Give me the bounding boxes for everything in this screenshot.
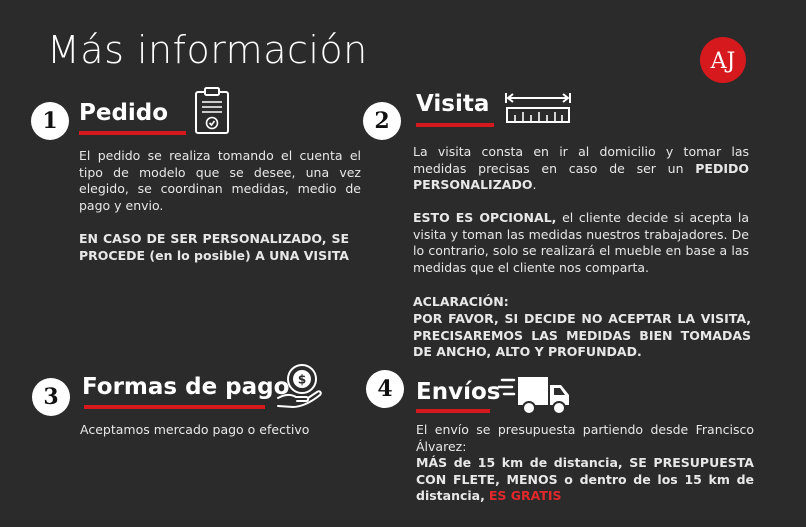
section-number-1: 1 [31,102,69,140]
hand-coin-icon [275,362,325,410]
delivery-truck-icon [498,374,572,418]
logo-text: AJ [710,49,736,74]
section-number-2: 2 [363,102,401,140]
visita-text-start: La visita consta en ir al domicilio y tomar las medidas precisas en caso de ser un [413,144,749,176]
heading-underline [84,405,265,409]
envios-free-label: ES GRATIS [488,488,562,503]
visita-text-bold: PEDIDO PERSONALIZADO [413,160,749,192]
visita-text-end: . [532,177,537,192]
section-number-4: 4 [366,370,404,408]
visita-clarification-label: ACLARACIÓN: [413,294,509,309]
section-heading-formas-de-pago: Formas de pago [82,374,290,400]
page-title: Más información [47,28,368,72]
svg-text:$: $ [297,372,307,387]
heading-underline [416,409,490,413]
heading-underline [79,131,186,135]
clipboard-check-icon [193,86,231,136]
section-number-3: 3 [32,378,70,416]
section-heading-pedido: Pedido [79,100,169,126]
heading-underline [416,123,494,127]
visita-optional-bold: ESTO ES OPCIONAL, [413,210,557,225]
visita-description [413,144,749,194]
section-heading-envios: Envíos [416,379,501,405]
visita-optional-text: el cliente decide si acepta la visita y toman las medidas nuestros trabajadores. De lo contrario, solo se realizará el mueble en base a las medidas que el cliente nos comparta. [413,210,749,275]
pago-description: Aceptamos mercado pago o efectivo [80,422,310,437]
pedido-description: El pedido se realiza tomando el cuenta el tipo de modelo que se desee, una vez elegido, se coordinan medidas, medio de pago y envio. [79,148,361,213]
section-heading-visita: Visita [416,91,490,117]
aj-logo [692,36,754,84]
envios-description: El envío se presupuesta partiendo desde Francisco Álvarez: [416,422,754,454]
envios-bold-text: MÁS de 15 km de distancia, SE PRESUPUESTA CON FLETE, MENOS o dentro de los 15 km de distancia, [416,455,754,503]
ruler-measure-icon [504,92,572,126]
pedido-note: EN CASO DE SER PERSONALIZADO, SE PROCEDE (en lo posible) A UNA VISITA [79,231,349,263]
visita-clarification-text: POR FAVOR, SI DECIDE NO ACEPTAR LA VISITA, PRECISAREMOS LAS MEDIDAS BIEN TOMADAS DE ANCHO, ALTO Y PROFUNDAD. [413,311,751,359]
visita-optional [413,210,749,276]
envios-conditions [416,455,754,505]
